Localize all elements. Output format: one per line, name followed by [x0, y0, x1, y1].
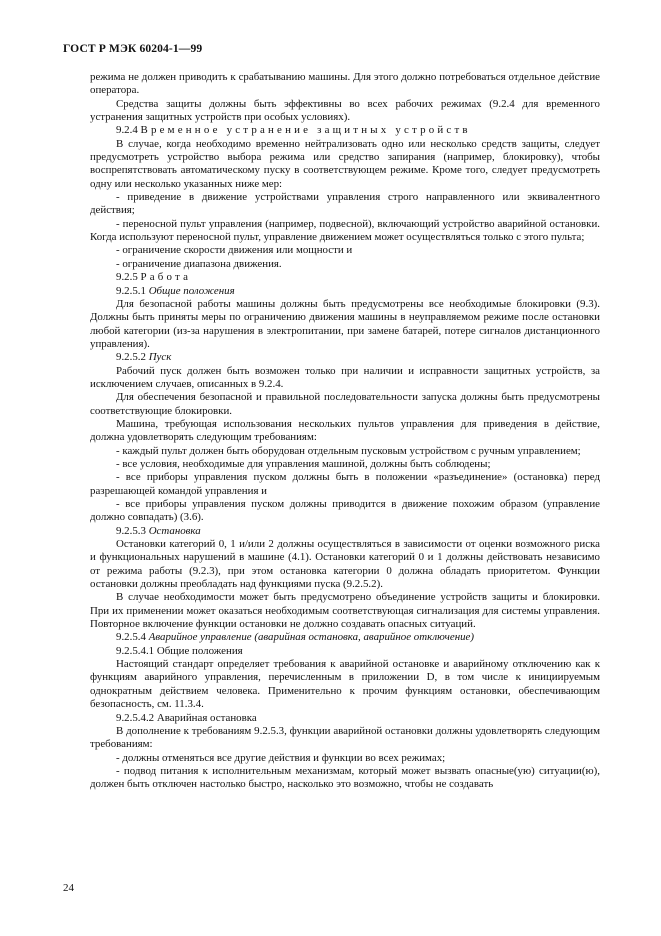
paragraph: Средства защиты должны быть эффективны во всех рабочих режимах (9.2.4 для временного устранения защитных устройств при особых условиях). [90, 97, 600, 124]
section-title: Общие положения [148, 284, 235, 297]
paragraph: Рабочий пуск должен быть возможен только при наличии и исправности защитных устройств, за исключением случаев, описанных в 9.2.4. [90, 364, 600, 390]
body-text [90, 71, 600, 792]
section-number: 9.2.5.4.2 [116, 711, 155, 724]
section-title: Пуск [148, 351, 172, 364]
list-item: - каждый пульт должен быть оборудован отдельным пусковым устройством с ручным управлением; [116, 444, 581, 457]
section-title: Аварийное управление (аварийная остановка, аварийное отключение) [148, 631, 475, 644]
paragraph: В случае необходимости может быть предусмотрено объединение устройств защиты и блокировки. При их применении может оказаться необходимым соответствующая сигнализация для системы управления. Повторное включение функции остановки не должно создавать опасных ситуаций. [90, 591, 600, 631]
list-item: - переносной пульт управления (например, подвесной), включающий устройство аварийной остановки. Когда используют переносной пульт, управление движением может осуществляться только с этого пульта; [90, 217, 600, 244]
list-item: - ограничение диапазона движения. [116, 257, 282, 270]
page-number: 24 [63, 882, 74, 894]
section-heading [90, 645, 600, 658]
paragraph: Остановки категорий 0, 1 и/или 2 должны осуществляться в зависимости от оценки возможного риска и функциональных нарушений в машине (4.1). Остановки категорий 0 и 1 должны действовать независимо от режима работы (9.2.3), при этом остановка категории 0 должна обладать приоритетом. Функции остановки должны преобладать над функциями пуска (9.2.5.2). [90, 538, 600, 591]
section-number: 9.2.5.4.1 [116, 644, 155, 657]
section-number: 9.2.5 [116, 271, 138, 284]
section-title: Остановка [148, 524, 201, 537]
section-heading [90, 525, 600, 538]
section-heading [90, 124, 600, 137]
paragraph: Настоящий стандарт определяет требования к аварийной остановке и аварийному отключению как к функциям аварийного управления, перечисленным в приложении D, в том числе к инициируемым однократным действием человека. Применительно к прочим функциям остановки, обеспечивающим безопасность, см. 11.3.4. [90, 658, 600, 711]
list-item: - подвод питания к исполнительным механизмам, который может вызвать опасные(ую) ситуации(ю), должен быть отключен настолько быстро, насколько это возможно, чтобы не создавать [90, 764, 600, 791]
paragraph: В случае, когда необходимо временно нейтрализовать одно или несколько средств защиты, следует предусмотреть устройство выбора режима или средство запирания (например, блокировку), чтобы воспрепятствовать автоматическому пуску в соответствующем режиме. Кроме того, следует предусмотреть одну или несколько указанных ниже мер: [90, 137, 600, 190]
section-heading [90, 351, 600, 364]
section-title: Временное устранение защитных устройств [140, 124, 471, 137]
list-item: - должны отменяться все другие действия и функции во всех режимах; [116, 751, 446, 764]
section-number: 9.2.5.1 [116, 284, 146, 297]
list-item: - все условия, необходимые для управления машиной, должны быть соблюдены; [116, 457, 491, 470]
section-heading [90, 285, 600, 298]
section-title: Работа [140, 271, 192, 284]
section-number: 9.2.5.4 [116, 631, 146, 644]
section-number: 9.2.4 [116, 124, 138, 137]
list-item: - все приборы управления пуском должны приводится в движение похожим образом (управление должно совпадать) (3.6). [90, 498, 600, 524]
running-header: ГОСТ Р МЭК 60204-1—99 [63, 42, 203, 55]
section-heading [90, 631, 600, 644]
list-item: - ограничение скорости движения или мощности и [116, 244, 353, 257]
section-title: Общие положения [156, 644, 243, 657]
paragraph: Для безопасной работы машины должны быть предусмотрены все необходимые блокировки (9.3). Должны быть приняты меры по ограничению движения машины в неуправляемом режиме после остановки любой категории (из-за нарушения в электропитании, при замене батарей, потере сигналов дистанционного управления). [90, 297, 600, 350]
section-number: 9.2.5.2 [116, 351, 146, 364]
section-number: 9.2.5.3 [116, 524, 146, 537]
paragraph: В дополнение к требованиям 9.2.5.3, функции аварийной остановки должны удовлетворять следующим требованиям: [90, 724, 600, 751]
paragraph: Машина, требующая использования нескольких пультов управления для приведения в действие, должна удовлетворять следующим требованиям: [90, 417, 600, 444]
list-item: - все приборы управления пуском должны быть в положении «разъединение» (остановка) перед разрешающей командой управления и [90, 471, 600, 497]
section-title: Аварийная остановка [156, 711, 257, 724]
section-heading [90, 712, 600, 725]
paragraph: режима не должен приводить к срабатыванию машины. Для этого должно потребоваться отдельное действие оператора. [90, 71, 600, 97]
section-heading [90, 271, 600, 284]
list-item: - приведение в движение устройствами управления строго направленного или эквивалентного действия; [90, 191, 600, 217]
paragraph: Для обеспечения безопасной и правильной последовательности запуска должны быть предусмотрены соответствующие блокировки. [90, 391, 600, 417]
